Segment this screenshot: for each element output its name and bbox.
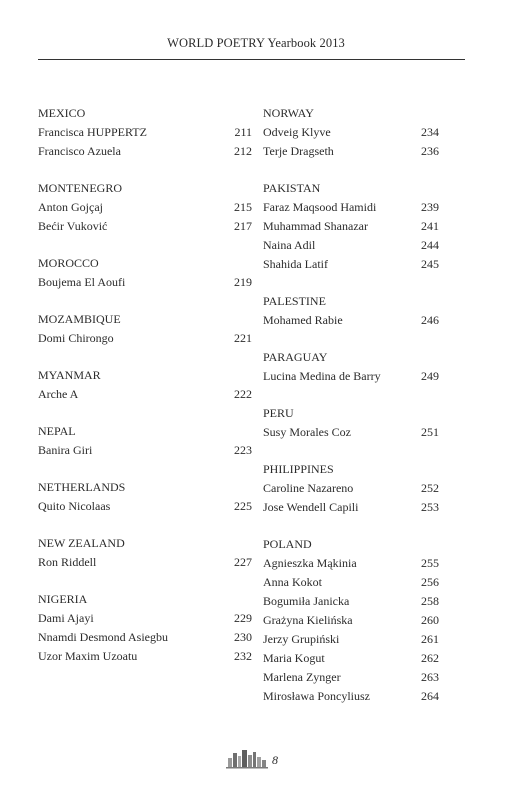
page-ref: 241 — [421, 219, 439, 233]
page-ref: 223 — [234, 443, 252, 457]
country-heading: PALESTINE — [263, 294, 326, 308]
index-entry — [38, 123, 252, 142]
section-gap — [38, 516, 252, 534]
index-entry — [38, 647, 252, 666]
poet-name: Ron Riddell — [38, 555, 97, 569]
page-ref: 261 — [421, 632, 439, 646]
page-ref: 263 — [421, 670, 439, 684]
country-heading: MEXICO — [38, 106, 86, 120]
index-entry — [263, 611, 439, 630]
poet-name: Muhammad Shanazar — [263, 219, 368, 233]
section-gap — [38, 460, 252, 478]
country-heading: NEPAL — [38, 424, 76, 438]
section-gap — [263, 330, 439, 348]
page-ref: 262 — [421, 651, 439, 665]
poet-name: Jerzy Grupiński — [263, 632, 340, 646]
country-heading: NIGERIA — [38, 592, 88, 606]
index-entry — [38, 609, 252, 628]
index-entry — [263, 236, 439, 255]
city-skyline-icon — [226, 747, 268, 769]
page-ref: 255 — [421, 556, 439, 570]
page-ref: 245 — [421, 257, 439, 271]
country-heading: NEW ZEALAND — [38, 536, 125, 550]
poet-name: Bogumiła Janicka — [263, 594, 350, 608]
page-ref: 230 — [234, 630, 252, 644]
poet-name: Naina Adil — [263, 238, 316, 252]
section-gap — [38, 348, 252, 366]
country-heading: PERU — [263, 406, 294, 420]
page-ref: 222 — [234, 387, 252, 401]
index-entry — [263, 668, 439, 687]
index-column-right — [263, 104, 439, 706]
poet-name: Mirosława Poncyliusz — [263, 689, 370, 703]
section-gap — [263, 517, 439, 535]
index-entry — [263, 498, 439, 517]
poet-name: Susy Morales Coz — [263, 425, 351, 439]
poet-name: Faraz Maqsood Hamidi — [263, 200, 377, 214]
index-entry — [263, 217, 439, 236]
country-heading: MYANMAR — [38, 368, 101, 382]
index-entry — [38, 385, 252, 404]
poet-name: Bećir Vuković — [38, 219, 108, 233]
page-ref: 229 — [234, 611, 252, 625]
index-entry — [38, 198, 252, 217]
country-heading: MOZAMBIQUE — [38, 312, 121, 326]
index-entry — [38, 497, 252, 516]
country-heading: PARAGUAY — [263, 350, 328, 364]
country-heading: MOROCCO — [38, 256, 99, 270]
poet-name: Odveig Klyve — [263, 125, 331, 139]
poet-name: Anton Gojçaj — [38, 200, 103, 214]
page-ref: 211 — [234, 125, 252, 139]
section-gap — [38, 161, 252, 179]
poet-name: Francisco Azuela — [38, 144, 121, 158]
country-heading: MONTENEGRO — [38, 181, 122, 195]
index-entry — [263, 554, 439, 573]
index-entry — [263, 367, 439, 386]
index-entry — [263, 311, 439, 330]
page-ref: 212 — [234, 144, 252, 158]
index-column-left — [38, 104, 252, 666]
page-ref: 239 — [421, 200, 439, 214]
page-ref: 217 — [234, 219, 252, 233]
page-ref: 244 — [421, 238, 439, 252]
index-entry — [38, 142, 252, 161]
poet-name: Terje Dragseth — [263, 144, 334, 158]
index-entry — [38, 329, 252, 348]
page-ref: 227 — [234, 555, 252, 569]
index-entry — [38, 217, 252, 236]
index-entry — [263, 142, 439, 161]
poet-name: Jose Wendell Capili — [263, 500, 359, 514]
index-entry — [263, 573, 439, 592]
poet-name: Mohamed Rabie — [263, 313, 343, 327]
index-entry — [263, 479, 439, 498]
page-ref: 215 — [234, 200, 252, 214]
page-ref: 264 — [421, 689, 439, 703]
country-heading: PHILIPPINES — [263, 462, 334, 476]
poet-name: Arche A — [38, 387, 79, 401]
poet-name: Anna Kokot — [263, 575, 322, 589]
poet-name: Caroline Nazareno — [263, 481, 354, 495]
header-rule — [38, 59, 465, 60]
country-heading: POLAND — [263, 537, 312, 551]
index-entry — [38, 441, 252, 460]
country-heading: PAKISTAN — [263, 181, 321, 195]
poet-name: Francisca HUPPERTZ — [38, 125, 147, 139]
section-gap — [38, 236, 252, 254]
page-ref: 253 — [421, 500, 439, 514]
index-entry — [263, 123, 439, 142]
page-ref: 219 — [234, 275, 252, 289]
poet-name: Boujema El Aoufi — [38, 275, 126, 289]
page-ref: 225 — [234, 499, 252, 513]
section-gap — [263, 386, 439, 404]
page-ref: 234 — [421, 125, 439, 139]
index-entry — [263, 649, 439, 668]
poet-name: Uzor Maxim Uzoatu — [38, 649, 138, 663]
running-header: WORLD POETRY Yearbook 2013 — [167, 36, 345, 50]
section-gap — [263, 442, 439, 460]
page-ref: 246 — [421, 313, 439, 327]
index-entry — [263, 630, 439, 649]
page-ref: 256 — [421, 575, 439, 589]
index-entry — [38, 273, 252, 292]
poet-name: Lucina Medina de Barry — [263, 369, 381, 383]
index-entry — [263, 687, 439, 706]
page-ref: 232 — [234, 649, 252, 663]
page-ref: 260 — [421, 613, 439, 627]
page-ref: 252 — [421, 481, 439, 495]
index-entry — [263, 198, 439, 217]
page-ref: 236 — [421, 144, 439, 158]
country-heading: NORWAY — [263, 106, 314, 120]
poet-name: Shahida Latif — [263, 257, 328, 271]
poet-name: Banira Giri — [38, 443, 93, 457]
poet-name: Marlena Zynger — [263, 670, 341, 684]
section-gap — [263, 161, 439, 179]
poet-name: Quito Nicolaas — [38, 499, 111, 513]
index-entry — [263, 592, 439, 611]
index-entry — [38, 553, 252, 572]
poet-name: Domi Chirongo — [38, 331, 114, 345]
poet-name: Grażyna Kielińska — [263, 613, 353, 627]
page-ref: 258 — [421, 594, 439, 608]
page-ref: 251 — [421, 425, 439, 439]
page-ref: 221 — [234, 331, 252, 345]
index-entry — [38, 628, 252, 647]
section-gap — [38, 292, 252, 310]
index-entry — [263, 423, 439, 442]
poet-name: Dami Ajayi — [38, 611, 94, 625]
page-ref: 249 — [421, 369, 439, 383]
index-entry — [263, 255, 439, 274]
section-gap — [38, 404, 252, 422]
section-gap — [38, 572, 252, 590]
poet-name: Nnamdi Desmond Asiegbu — [38, 630, 168, 644]
page-number: 8 — [272, 753, 278, 767]
poet-name: Maria Kogut — [263, 651, 325, 665]
poet-name: Agnieszka Mąkinia — [263, 556, 357, 570]
section-gap — [263, 274, 439, 292]
country-heading: NETHERLANDS — [38, 480, 126, 494]
